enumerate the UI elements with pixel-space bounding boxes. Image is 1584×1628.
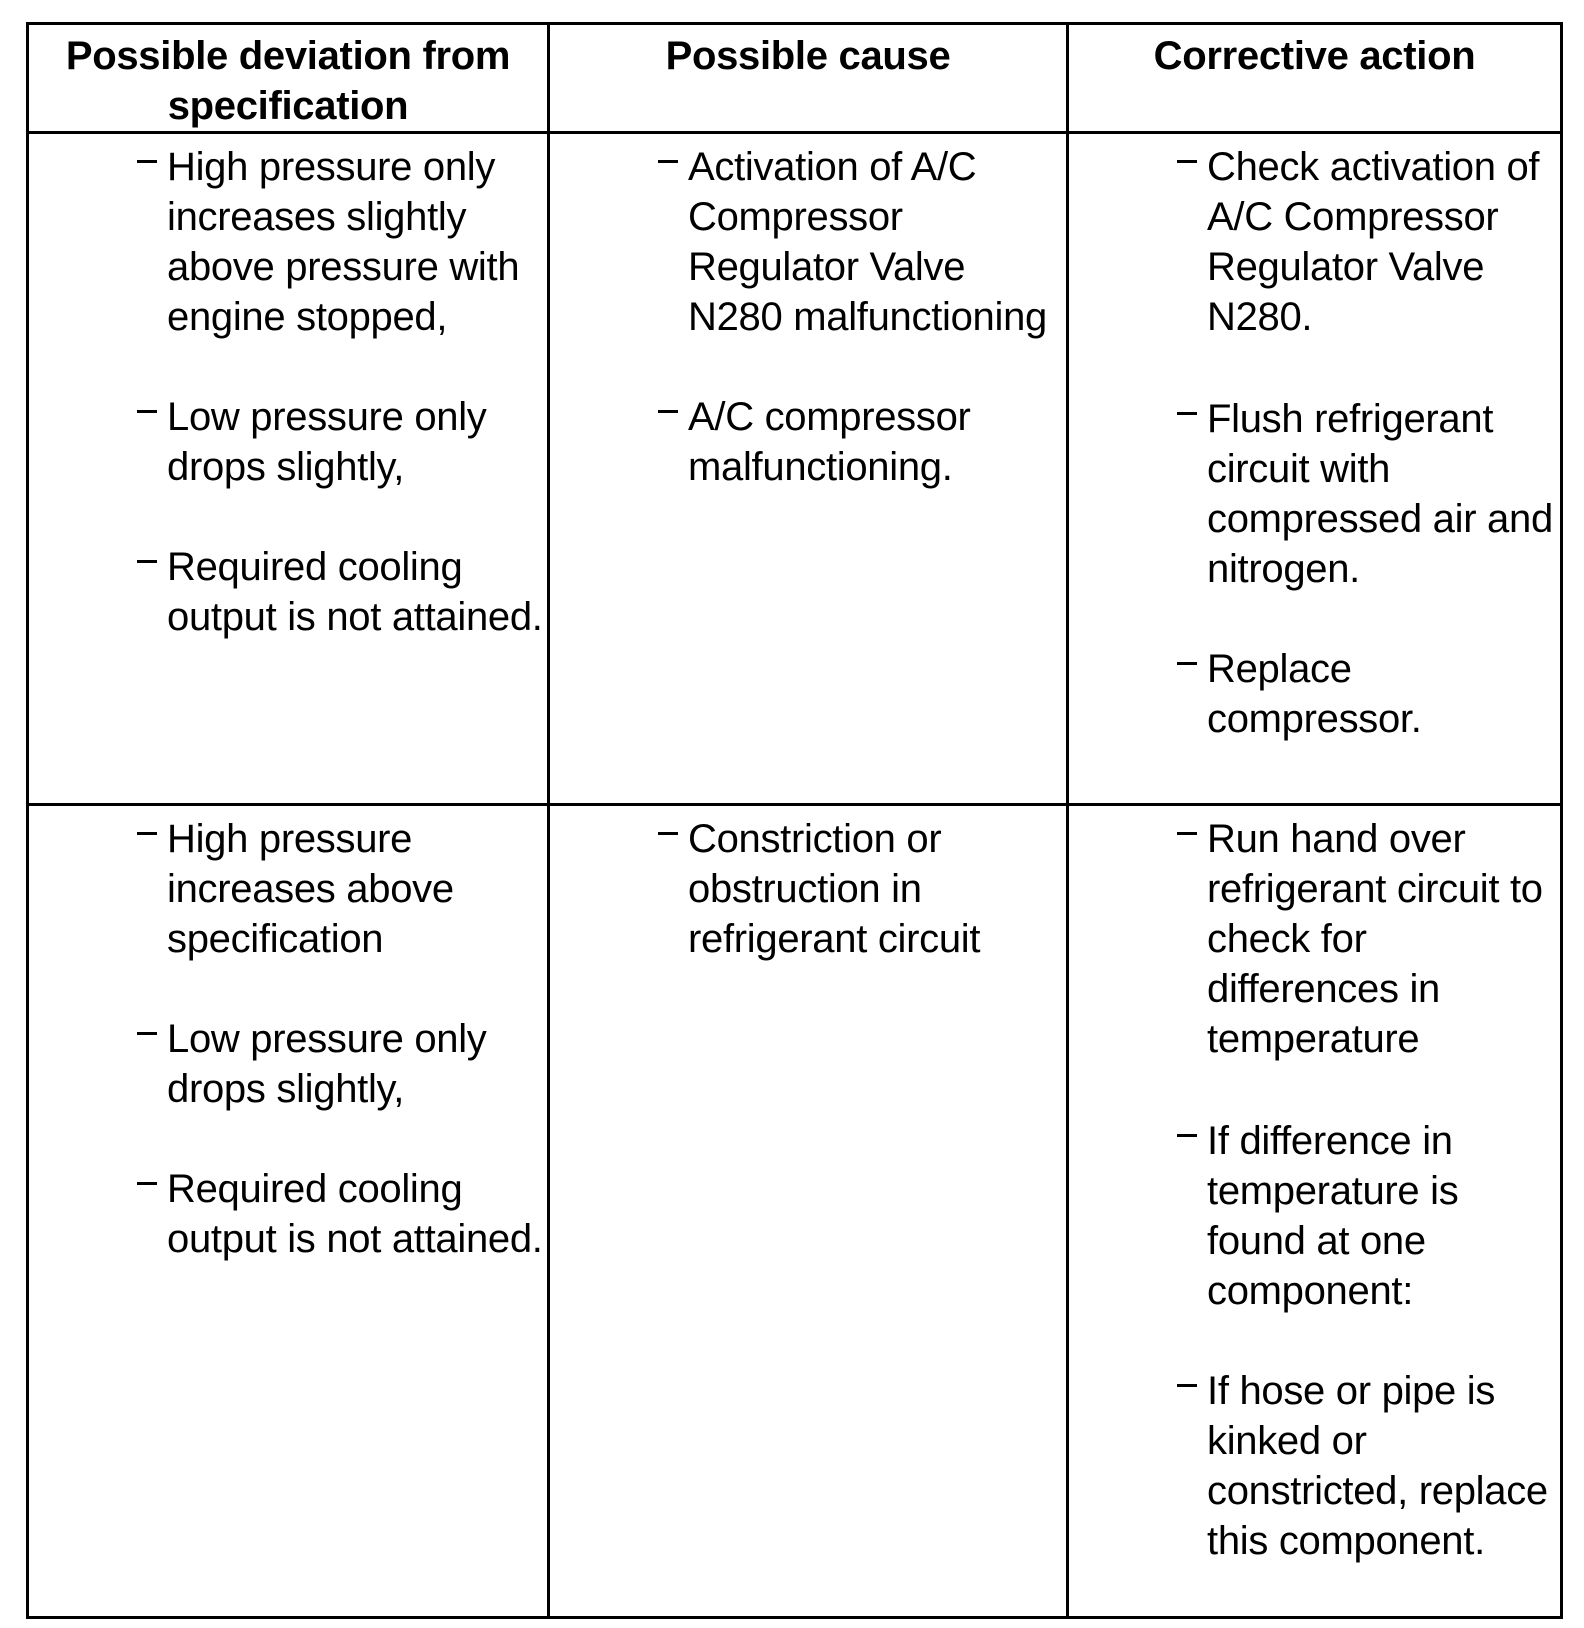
action-cell	[1068, 805, 1562, 1618]
dash-bullet	[1177, 832, 1197, 835]
dash-bullet	[137, 832, 157, 835]
dash-bullet	[137, 160, 157, 163]
deviation-cell	[28, 805, 549, 1618]
list-item	[1069, 394, 1560, 594]
list-item-text: High pressure increases above specification	[167, 817, 454, 961]
list-item	[550, 814, 1066, 964]
dash-bullet	[658, 160, 678, 163]
list-item-text: Required cooling output is not attained.	[167, 1167, 543, 1261]
list-item	[29, 814, 547, 964]
list-item	[29, 1164, 547, 1264]
deviation-list	[29, 806, 547, 1264]
list-item-text: Replace compressor.	[1207, 647, 1422, 741]
action-list	[1069, 134, 1560, 744]
cause-cell	[549, 805, 1068, 1618]
list-item-text: Check activation of A/C Compressor Regulator Valve N280.	[1207, 145, 1540, 339]
header-action: Corrective action	[1068, 24, 1562, 133]
list-item	[1069, 644, 1560, 744]
list-item	[29, 392, 547, 492]
list-item	[550, 392, 1066, 492]
header-cause: Possible cause	[549, 24, 1068, 133]
dash-bullet	[658, 832, 678, 835]
dash-bullet	[1177, 662, 1197, 665]
cause-list	[550, 806, 1066, 964]
dash-bullet	[137, 1182, 157, 1185]
deviation-list	[29, 134, 547, 642]
table-row	[28, 805, 1562, 1618]
header-row	[28, 24, 1562, 133]
list-item	[1069, 814, 1560, 1064]
list-item-text: Low pressure only drops slightly,	[167, 1017, 487, 1111]
list-item-text: Flush refrigerant circuit with compressed air and nitrogen.	[1207, 397, 1553, 591]
action-list	[1069, 806, 1560, 1566]
list-item-text: Low pressure only drops slightly,	[167, 395, 487, 489]
list-item	[550, 142, 1066, 342]
list-item-text: Constriction or obstruction in refrigerant circuit	[688, 817, 981, 961]
list-item-text: Required cooling output is not attained.	[167, 545, 543, 639]
dash-bullet	[658, 410, 678, 413]
list-item	[29, 542, 547, 642]
action-cell	[1068, 133, 1562, 805]
list-item	[29, 142, 547, 342]
list-item	[1069, 1366, 1560, 1566]
dash-bullet	[137, 560, 157, 563]
list-item-text: If hose or pipe is kinked or constricted, replace this component.	[1207, 1369, 1548, 1563]
dash-bullet	[1177, 160, 1197, 163]
header-deviation: Possible deviation from specification	[28, 24, 549, 133]
list-item-text: Activation of A/C Compressor Regulator Valve N280 malfunctioning	[688, 145, 1047, 339]
list-item-text: A/C compressor malfunctioning.	[688, 395, 971, 489]
list-item	[29, 1014, 547, 1114]
dash-bullet	[1177, 412, 1197, 415]
cause-list	[550, 134, 1066, 492]
deviation-cell	[28, 133, 549, 805]
table-row	[28, 133, 1562, 805]
cause-cell	[549, 133, 1068, 805]
list-item-text: Run hand over refrigerant circuit to check for differences in temperature	[1207, 817, 1543, 1061]
dash-bullet	[137, 410, 157, 413]
list-item-text: If difference in temperature is found at one component:	[1207, 1119, 1459, 1313]
dash-bullet	[1177, 1384, 1197, 1387]
list-item	[1069, 142, 1560, 342]
list-item	[1069, 1116, 1560, 1316]
dash-bullet	[137, 1032, 157, 1035]
dash-bullet	[1177, 1134, 1197, 1137]
list-item-text: High pressure only increases slightly above pressure with engine stopped,	[167, 145, 520, 339]
diagnosis-table	[26, 22, 1563, 1619]
